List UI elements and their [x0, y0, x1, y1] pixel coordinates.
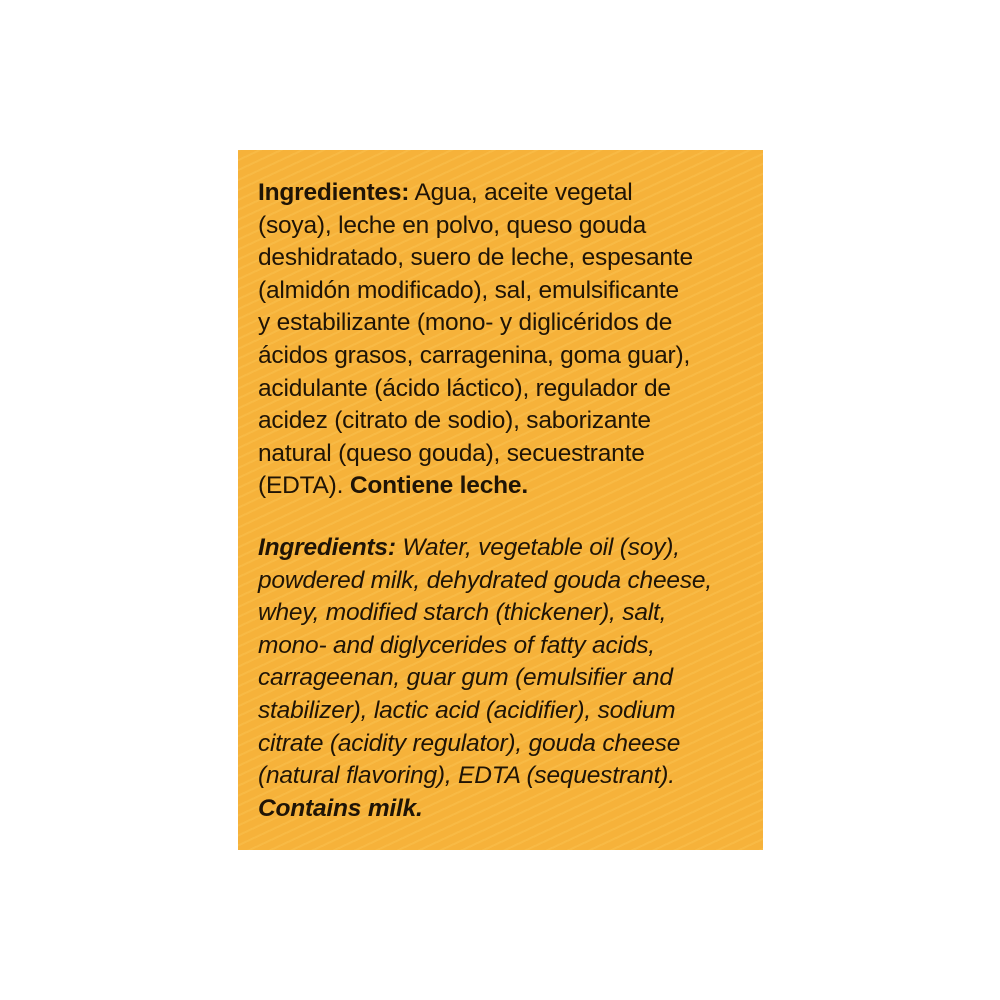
english-ingredients-line: carrageenan, guar gum (emulsifier and	[258, 664, 673, 692]
english-ingredients-line: powdered milk, dehydrated gouda cheese,	[258, 566, 712, 594]
spanish-ingredients-line: (soya), leche en polvo, queso gouda	[258, 211, 646, 239]
spanish-ingredients-block	[258, 177, 758, 503]
spanish-ingredients-line: acidulante (ácido láctico), regulador de	[258, 374, 671, 402]
english-ingredients-block	[258, 532, 758, 825]
spanish-ingredients-line: acidez (citrato de sodio), saborizante	[258, 407, 651, 435]
english-ingredients-line	[258, 532, 758, 565]
spanish-ingredients-text: Agua, aceite vegetal	[409, 179, 633, 206]
english-ingredients-heading: Ingredients:	[258, 534, 396, 561]
english-ingredients-line: (natural flavoring), EDTA (sequestrant).	[258, 762, 675, 790]
spanish-allergen-statement: Contiene leche.	[349, 472, 528, 500]
english-ingredients-line: stabilizer), lactic acid (acidifier), sodium	[258, 696, 676, 724]
english-ingredients-line: mono- and diglycerides of fatty acids,	[258, 631, 655, 659]
english-allergen-statement: Contains milk.	[258, 794, 423, 822]
spanish-ingredients-heading: Ingredientes:	[258, 179, 410, 206]
spanish-ingredients-line: deshidratado, suero de leche, espesante	[258, 244, 693, 272]
spanish-ingredients-line: (almidón modificado), sal, emulsificante	[258, 276, 679, 304]
ingredients-label-panel	[238, 150, 763, 850]
spanish-ingredients-line: ácidos grasos, carragenina, goma guar),	[258, 341, 691, 369]
spanish-ingredients-text: (EDTA).	[258, 472, 350, 500]
english-ingredients-line: citrate (acidity regulator), gouda cheese	[258, 729, 681, 757]
spanish-ingredients-line	[258, 470, 758, 503]
spanish-ingredients-line: natural (queso gouda), secuestrante	[258, 439, 645, 467]
english-ingredients-text: Water, vegetable oil (soy),	[395, 534, 680, 561]
spanish-ingredients-line	[258, 177, 758, 210]
spanish-ingredients-line: y estabilizante (mono- y diglicéridos de	[258, 309, 673, 337]
english-ingredients-line: whey, modified starch (thickener), salt,	[258, 599, 667, 627]
